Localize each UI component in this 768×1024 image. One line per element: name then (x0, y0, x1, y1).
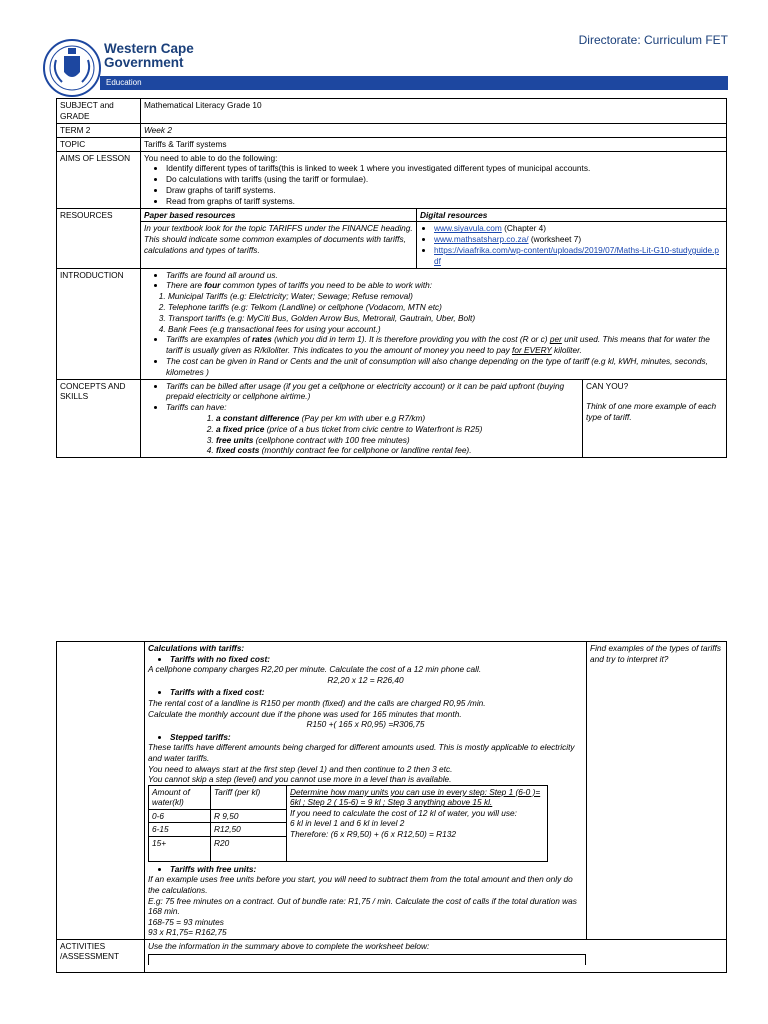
intro-bullet: • Tariffs are found all around us. (166, 270, 723, 281)
concept-text: (cellphone contract with 100 free minutes) (253, 434, 410, 445)
term-value: Week 2 (141, 124, 727, 138)
aims-item: • Read from graphs of tariff systems. (166, 196, 723, 207)
topic-value: Tariffs & Tariff systems (141, 137, 727, 151)
water-amount: 15+ (149, 836, 211, 861)
intro-underline: for EVERY (512, 345, 552, 356)
water-tariff-table (148, 785, 548, 862)
stepped-text-1: These tariffs have different amounts being charged for different amounts used. This is mostly applicable to electricity and water tariffs. (148, 742, 575, 763)
empty-label-cell (57, 642, 145, 940)
siyavula-link[interactable]: www.siyavula.com (434, 223, 502, 234)
concepts-item (216, 413, 579, 424)
fixed-heading: • Tariffs with a fixed cost: (170, 687, 583, 698)
concept-text: (Pay per km with uber e.g R7/km) (299, 412, 426, 423)
paper-resources-heading: Paper based resources (141, 208, 417, 222)
aims-cell (141, 151, 727, 208)
term-label: TERM 2 (57, 124, 141, 138)
concepts-label: CONCEPTS AND SKILLS (57, 379, 141, 458)
digital-resources-heading: Digital resources (417, 208, 727, 222)
intro-bullets-2 (144, 334, 723, 377)
intro-text: (which you did in term 1). It is therefore providing you with the cost (R or c) (271, 334, 550, 345)
intro-bullets (144, 270, 723, 292)
stepped-text-2: You need to always start at the first step (level 1) and then continue to 2 then 3 etc. (148, 763, 453, 774)
concept-text: (price of a bus ticket from civic centre to Waterfront is R25) (264, 423, 483, 434)
water-header-row (149, 785, 548, 809)
free-calc-2: 93 x R1,75= R162,75 (148, 927, 227, 938)
aims-row (57, 151, 727, 208)
viaafrika-link[interactable]: https://viaafrika.com/wp-content/uploads/2019/07/Maths-Lit-G10-studyguide.pdf (434, 244, 720, 266)
intro-text: There are (166, 280, 205, 291)
subject-row (57, 99, 727, 124)
subject-label: SUBJECT and GRADE (57, 99, 141, 124)
introduction-cell (141, 268, 727, 379)
concepts-bullets (144, 381, 579, 413)
aims-intro: You need to able to do the following: (144, 152, 278, 163)
side-note-cell: Find examples of the types of tariffs and try to interpret it? (587, 642, 727, 940)
digital-resource-item (434, 245, 723, 267)
activities-cell (145, 939, 727, 972)
water-tariff: R12,50 (211, 823, 287, 837)
intro-underline: per (549, 334, 562, 345)
resources-row (57, 208, 727, 222)
can-you-title: CAN YOU? (586, 380, 629, 391)
subject-value: Mathematical Literacy Grade 10 (141, 99, 727, 124)
water-note-4: Therefore: (6 x R9,50) + (6 x R12,50) = R132 (290, 828, 457, 839)
free-text-1: If an example uses free units before you start, you will need to subtract them from the total amount and then only do the calculations. (148, 874, 573, 895)
fixed-calc: R150 +( 165 x R0,95) =R306,75 (306, 719, 425, 730)
can-you-text: Think of one more example of each type of tariff. (586, 401, 717, 423)
term-row (57, 124, 727, 138)
digital-resource-item (434, 234, 723, 245)
stepped-heading-list (148, 732, 583, 743)
calculations-row (57, 642, 727, 940)
aims-label: AIMS OF LESSON (57, 151, 141, 208)
intro-bullet (166, 334, 723, 356)
concepts-cell (141, 379, 583, 458)
water-note-1: Determine how many units you can use in every step: Step 1 (6-0 )= 6kl ; Step 2 ( 15-6) = 9 kl ; Step 3 anything above 15 kl. (290, 786, 541, 808)
introduction-label: INTRODUCTION (57, 268, 141, 379)
intro-tariff-item: 1. Municipal Tariffs (e.g: Elelctricity; Water; Sewage; Refuse removal) (168, 291, 723, 302)
calculations-title: Calculations with tariffs: (148, 643, 245, 653)
worksheet-box (148, 954, 586, 965)
nofixed-calc: R2,20 x 12 = R26,40 (327, 674, 404, 685)
concepts-item (216, 445, 579, 456)
water-tariff: R 9,50 (211, 809, 287, 823)
water-amount: 0-6 (149, 809, 211, 823)
water-amount: 6-15 (149, 823, 211, 837)
fixed-heading-list (148, 687, 583, 698)
logo-line-2: Government (104, 55, 184, 70)
concept-bold: fixed costs (216, 445, 260, 456)
intro-text: Tariffs are examples of (166, 334, 252, 345)
directorate-title: Directorate: Curriculum FET (578, 33, 728, 47)
water-tariff: R20 (211, 836, 287, 861)
free-heading: • Tariffs with free units: (170, 864, 583, 875)
mathsatsharp-link[interactable]: www.mathsatsharp.co.za/ (434, 234, 529, 245)
aims-list (144, 163, 723, 206)
intro-text: kiloliter. (551, 345, 582, 356)
intro-bold: rates (251, 334, 272, 345)
concepts-bullet: • Tariffs can have: (166, 402, 579, 413)
concepts-item (216, 424, 579, 435)
free-heading-list (148, 864, 583, 875)
resources-label: RESOURCES (57, 208, 141, 268)
coat-of-arms-icon (42, 38, 102, 98)
stepped-heading: • Stepped tariffs: (170, 732, 583, 743)
intro-bullet: • The cost can be given in Rand or Cents and the unit of consumption will also change depending on the type of tariff (e.g kl, kWH, minutes, seconds, kilometres ) (166, 356, 723, 378)
digital-resources-cell (417, 222, 727, 268)
can-you-cell (583, 379, 727, 458)
digital-resource-item (434, 223, 723, 234)
topic-label: TOPIC (57, 137, 141, 151)
intro-bold: four (204, 280, 221, 291)
free-text-2: E.g: 75 free minutes on a contract. Out of bundle rate: R1,75 / min. Calculate the cost of calls if the total duration was 168 min. (148, 895, 577, 917)
intro-text: common types of tariffs you need to be able to work with: (220, 280, 433, 291)
concepts-row (57, 379, 727, 458)
nofixed-text: A cellphone company charges R2,20 per minute. Calculate the cost of a 12 min phone call. (148, 664, 482, 675)
intro-tariff-item: 2. Telephone tariffs (e.g: Telkom (Landline) or cellphone (Vodacom, MTN etc) (168, 302, 723, 313)
nofixed-heading-list (148, 654, 583, 665)
intro-bullet (166, 280, 723, 291)
concept-bold: a fixed price (216, 423, 265, 434)
concepts-bullet: • Tariffs can be billed after usage (if you get a cellphone or electricity account) or it can be paid upfront (buying prepaid electricity or cellphone airtime.) (166, 381, 579, 403)
header-bar (100, 76, 728, 90)
digital-resources-list (420, 223, 723, 266)
free-calc-1: 168-75 = 93 minutes (148, 916, 224, 927)
calculations-table (56, 641, 727, 973)
paper-resources-text: In your textbook look for the topic TARIFFS under the FINANCE heading. This should indicate some common examples of documents with tariffs, calculations and types of tariffs. (141, 222, 417, 268)
resource-note: (Chapter 4) (501, 223, 547, 234)
topic-row (57, 137, 727, 151)
concept-bold: free units (216, 434, 254, 445)
concept-bold: a constant difference (216, 412, 300, 423)
intro-tariff-item: 3. Transport tariffs (e.g: MyCiti Bus, Golden Arrow Bus, Metrorail, Gautrain, Uber, Bolt) (168, 313, 723, 324)
logo-education-label: Education (106, 78, 142, 87)
aims-item: • Draw graphs of tariff systems. (166, 185, 723, 196)
intro-tariff-item: 4. Bank Fees (e.g transactional fees for using your account.) (168, 324, 723, 335)
logo-line-1: Western Cape (104, 41, 194, 56)
aims-item: • Do calculations with tariffs (using the tariff or formulae). (166, 174, 723, 185)
concepts-item (216, 435, 579, 446)
activities-label: ACTIVITIES /ASSESSMENT (57, 939, 145, 972)
activities-text: Use the information in the summary above to complete the worksheet below: (148, 940, 430, 951)
water-note-2: If you need to calculate the cost of 12 kl of water, you will use: (290, 807, 517, 818)
water-header-tariff: Tariff (per kl) (211, 785, 287, 809)
intro-tariff-list (144, 291, 723, 334)
intro-text: unit used. This means that for water the tariff is usually given as R/kiloliter. This indicates to you the amount of money you need to pay (166, 334, 710, 356)
resources-content-row (57, 222, 727, 268)
aims-item: • Identify different types of tariffs(this is linked to week 1 where you investigated different types of municipal accounts. (166, 163, 723, 174)
fixed-text-1: The rental cost of a landline is R150 per month (fixed) and the calls are charged R0,95 /min. (148, 697, 486, 708)
resource-note: (worksheet 7) (528, 234, 582, 245)
activities-row (57, 939, 727, 972)
lesson-info-table (56, 98, 727, 458)
introduction-row (57, 268, 727, 379)
calculations-cell (145, 642, 587, 940)
concept-text: (monthly contract fee for cellphone or landline rental fee). (259, 445, 472, 456)
water-note-3: 6 kl in level 1 and 6 kl in level 2 (290, 818, 405, 829)
nofixed-heading: • Tariffs with no fixed cost: (170, 654, 583, 665)
water-header-amount: Amount of water(kl) (149, 785, 211, 809)
water-note-cell (287, 785, 548, 861)
fixed-text-2: Calculate the monthly account due if the phone was used for 165 minutes that month. (148, 708, 462, 719)
stepped-text-3: You cannot skip a step (level) and you cannot use more in a level than is available. (148, 774, 452, 785)
concepts-list (144, 413, 579, 456)
